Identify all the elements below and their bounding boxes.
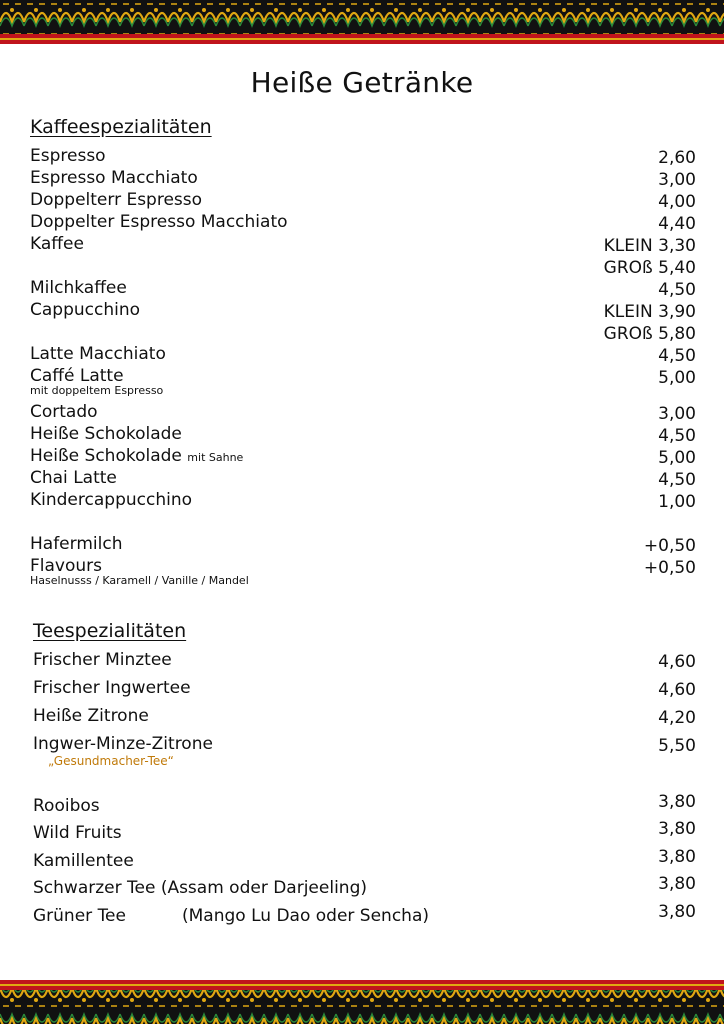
item-subtitle: mit doppeltem Espresso bbox=[30, 384, 164, 397]
extra-name: Hafermilch bbox=[30, 534, 123, 554]
item-price: 4,20 bbox=[658, 708, 696, 728]
menu-item bbox=[0, 468, 724, 490]
item-price: 5,00 bbox=[658, 448, 696, 468]
item-name: Heiße Schokolade bbox=[30, 424, 182, 444]
item-price: 4,50 bbox=[658, 470, 696, 490]
item-name: Caffé Latte bbox=[30, 366, 124, 386]
menu-extra bbox=[0, 534, 724, 556]
menu-item-size-large bbox=[0, 322, 724, 344]
menu-item bbox=[0, 300, 724, 322]
menu-item bbox=[0, 168, 724, 190]
extra-name: Flavours bbox=[30, 556, 103, 576]
item-price-small: KLEIN 3,90 bbox=[603, 302, 696, 322]
item-price: 1,00 bbox=[658, 492, 696, 512]
menu-item bbox=[0, 344, 724, 366]
menu-item bbox=[0, 490, 724, 512]
item-name-text: Heiße Schokolade bbox=[30, 446, 182, 466]
menu-item bbox=[0, 874, 724, 900]
item-name: Schwarzer Tee (Assam oder Darjeeling) bbox=[33, 878, 367, 898]
item-name: Cappucchino bbox=[30, 300, 141, 320]
menu-item bbox=[0, 678, 724, 700]
item-price: 3,80 bbox=[658, 847, 696, 867]
item-name: Chai Latte bbox=[30, 468, 117, 488]
item-name: Latte Macchiato bbox=[30, 344, 166, 364]
menu-item bbox=[0, 424, 724, 446]
item-price: 3,80 bbox=[658, 792, 696, 812]
item-price-large: GROß 5,40 bbox=[603, 258, 696, 278]
item-price: 2,60 bbox=[658, 148, 696, 168]
ornament-pattern-top bbox=[0, 0, 724, 44]
item-note: (Mango Lu Dao oder Sencha) bbox=[182, 906, 429, 926]
item-price: 5,00 bbox=[658, 368, 696, 388]
item-name: Heiße Zitrone bbox=[33, 706, 149, 726]
item-name: Kindercappucchino bbox=[30, 490, 192, 510]
item-note: mit Sahne bbox=[187, 451, 244, 464]
menu-item bbox=[0, 734, 724, 756]
menu-item bbox=[0, 650, 724, 672]
item-price: 4,00 bbox=[658, 192, 696, 212]
extra-price: +0,50 bbox=[643, 558, 696, 578]
item-name: Grüner Tee bbox=[33, 906, 126, 926]
page-title: Heiße Getränke bbox=[250, 66, 474, 99]
item-price: 3,00 bbox=[658, 170, 696, 190]
item-name: Ingwer-Minze-Zitrone bbox=[33, 734, 213, 754]
menu-item bbox=[0, 212, 724, 234]
menu-item bbox=[0, 146, 724, 168]
item-name: Milchkaffee bbox=[30, 278, 127, 298]
flavours-list: Haselnusss / Karamell / Vanille / Mandel bbox=[30, 574, 249, 587]
menu-item bbox=[0, 190, 724, 212]
section-heading-kaffee: Kaffeespezialitäten bbox=[30, 116, 212, 138]
item-price-large: GROß 5,80 bbox=[603, 324, 696, 344]
item-price: 4,50 bbox=[658, 280, 696, 300]
section-heading-tee: Teespezialitäten bbox=[33, 620, 187, 642]
item-price: 3,80 bbox=[658, 902, 696, 922]
item-price-small: KLEIN 3,30 bbox=[603, 236, 696, 256]
item-price: 3,80 bbox=[658, 874, 696, 894]
menu-item bbox=[0, 819, 724, 845]
item-name: Wild Fruits bbox=[33, 823, 122, 843]
extra-price: +0,50 bbox=[643, 536, 696, 556]
menu-item bbox=[0, 234, 724, 256]
menu-item bbox=[0, 902, 724, 928]
item-name: Doppelter Espresso Macchiato bbox=[30, 212, 288, 232]
menu-item bbox=[0, 402, 724, 424]
menu-item bbox=[0, 792, 724, 818]
item-name: Espresso Macchiato bbox=[30, 168, 198, 188]
item-name: Cortado bbox=[30, 402, 98, 422]
item-price: 4,50 bbox=[658, 426, 696, 446]
item-price: 4,50 bbox=[658, 346, 696, 366]
item-name: Kamillentee bbox=[33, 851, 134, 871]
item-name: Doppelterr Espresso bbox=[30, 190, 203, 210]
ornament-pattern-bottom bbox=[0, 980, 724, 1024]
decorative-border-bottom bbox=[0, 980, 724, 1024]
item-tagline: „Gesundmacher-Tee“ bbox=[48, 754, 174, 768]
item-name: Frischer Minztee bbox=[33, 650, 172, 670]
decorative-border-top bbox=[0, 0, 724, 44]
item-price: 4,60 bbox=[658, 652, 696, 672]
item-price: 3,00 bbox=[658, 404, 696, 424]
menu-item-size-large bbox=[0, 256, 724, 278]
item-price: 4,40 bbox=[658, 214, 696, 234]
menu-item bbox=[0, 847, 724, 873]
item-price: 5,50 bbox=[658, 736, 696, 756]
menu-item bbox=[0, 446, 724, 468]
item-price: 4,60 bbox=[658, 680, 696, 700]
item-name: Frischer Ingwertee bbox=[33, 678, 191, 698]
item-price: 3,80 bbox=[658, 819, 696, 839]
menu-item bbox=[0, 278, 724, 300]
menu-item bbox=[0, 706, 724, 728]
item-name: Espresso bbox=[30, 146, 106, 166]
item-name: Rooibos bbox=[33, 796, 100, 816]
item-name bbox=[30, 446, 243, 468]
item-name: Kaffee bbox=[30, 234, 84, 254]
